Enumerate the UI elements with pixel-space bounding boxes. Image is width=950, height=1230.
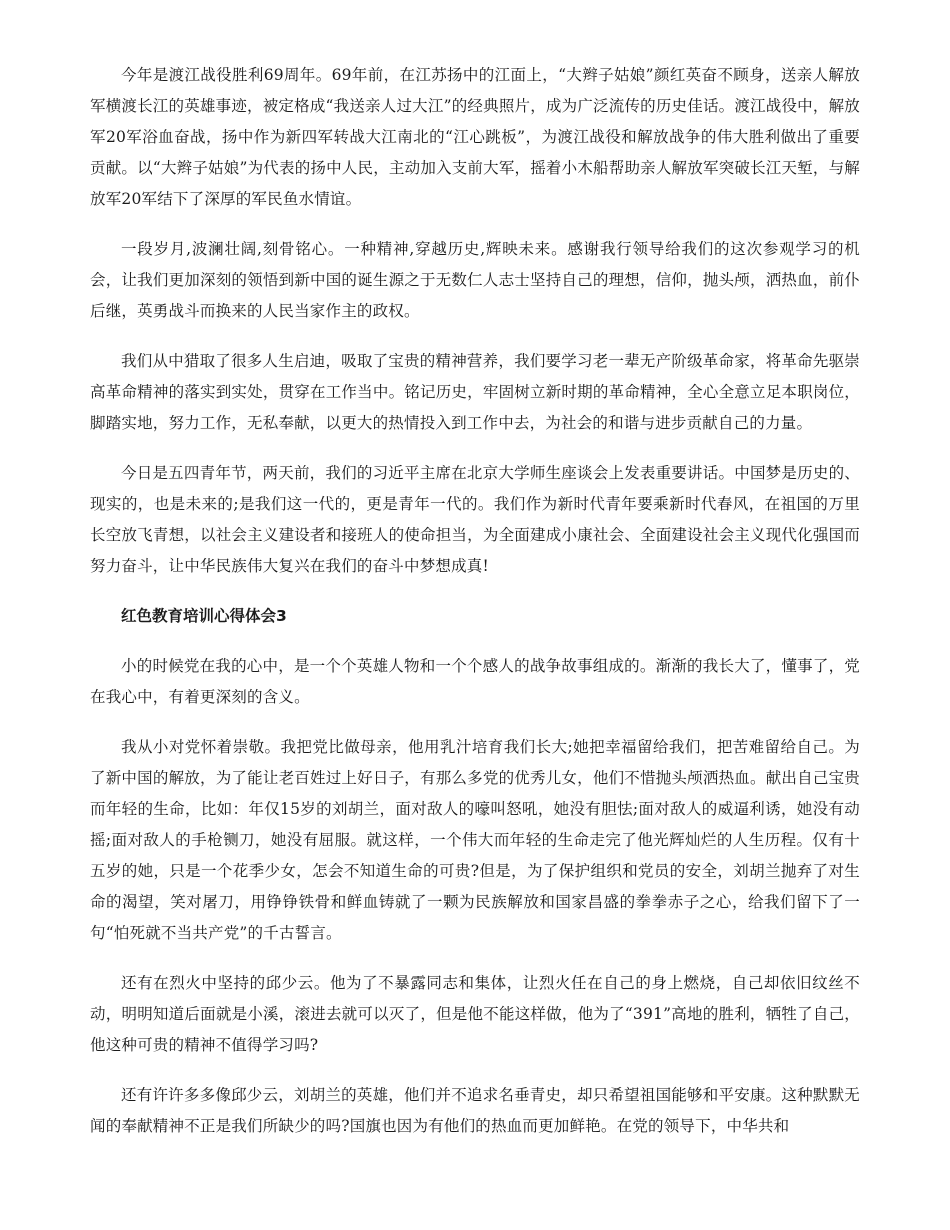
paragraph: 还有在烈火中坚持的邱少云。他为了不暴露同志和集体，让烈火任在自己的身上燃烧，自己却依旧纹丝不动，明明知道后面就是小溪，滚进去就可以灭了，但是他不能这样做，他为了“391”高地的胜利，牺牲了自己，他这种可贵的精神不值得学习吗? — [90, 974, 860, 1054]
paragraph: 我们从中猎取了很多人生启迪，吸取了宝贵的精神营养，我们要学习老一辈无产阶级革命家，将革命先驱崇高革命精神的落实到实处，贯穿在工作当中。铭记历史，牢固树立新时期的革命精神，全心全意立足本职岗位，脚踏实地，努力工作，无私奉献，以更大的热情投入到工作中去，为社会的和谐与进步贡献自己的力量。 — [90, 352, 860, 432]
section-heading: 红色教育培训心得体会3 — [121, 607, 287, 625]
paragraph: 一段岁月,波澜壮阔,刻骨铭心。一种精神,穿越历史,辉映未来。感谢我行领导给我们的这次参观学习的机会，让我们更加深刻的领悟到新中国的诞生源之于无数仁人志士坚持自己的理想，信仰，抛头颅，洒热血，前仆后继，英勇战斗而换来的人民当家作主的政权。 — [90, 240, 860, 320]
paragraph: 今年是渡江战役胜利69周年。69年前，在江苏扬中的江面上，“大辫子姑娘”颜红英奋不顾身，送亲人解放军横渡长江的英雄事迹，被定格成“我送亲人过大江”的经典照片，成为广泛流传的历史佳话。渡江战役中，解放军20军浴血奋战，扬中作为新四军转战大江南北的“江心跳板”，为渡江战役和解放战争的伟大胜利做出了重要贡献。以“大辫子姑娘”为代表的扬中人民，主动加入支前大军，摇着小木船帮助亲人解放军突破长江天堑，与解放军20军结下了深厚的军民鱼水情谊。 — [90, 66, 860, 208]
paragraph: 今日是五四青年节，两天前，我们的习近平主席在北京大学师生座谈会上发表重要讲话。中国梦是历史的、现实的，也是未来的;是我们这一代的，更是青年一代的。我们作为新时代青年要乘新时代春风，在祖国的万里长空放飞青想，以社会主义建设者和接班人的使命担当，为全面建成小康社会、全面建设社会主义现代化强国而努力奋斗，让中华民族伟大复兴在我们的奋斗中梦想成真! — [90, 464, 860, 575]
paragraph: 我从小对党怀着崇敬。我把党比做母亲，他用乳汁培育我们长大;她把幸福留给我们，把苦难留给自己。为了新中国的解放，为了能让老百姓过上好日子，有那么多党的优秀儿女，他们不惜抛头颅洒热血。献出自己宝贵而年轻的生命，比如：年仅15岁的刘胡兰，面对敌人的嚎叫怒吼，她没有胆怯;面对敌人的威逼利诱，她没有动摇;面对敌人的手枪铡刀，她没有屈服。就这样，一个伟大而年轻的生命走完了他光辉灿烂的人生历程。仅有十五岁的她，只是一个花季少女，怎会不知道生命的可贵?但是，为了保护组织和党员的安全，刘胡兰抛弃了对生命的渴望，笑对屠刀，用铮铮铁骨和鲜血铸就了一颗为民族解放和国家昌盛的拳拳赤子之心，给我们留下了一句“怕死就不当共产党”的千古誓言。 — [90, 738, 860, 942]
paragraph: 小的时候党在我的心中，是一个个英雄人物和一个个感人的战争故事组成的。渐渐的我长大了，懂事了，党在我心中，有着更深刻的含义。 — [90, 657, 860, 706]
paragraph: 还有许许多多像邱少云，刘胡兰的英雄，他们并不追求名垂青史，却只希望祖国能够和平安康。这种默默无闻的奉献精神不正是我们所缺少的吗?国旗也因为有他们的热血而更加鲜艳。在党的领导下，中华共和 — [90, 1086, 860, 1135]
